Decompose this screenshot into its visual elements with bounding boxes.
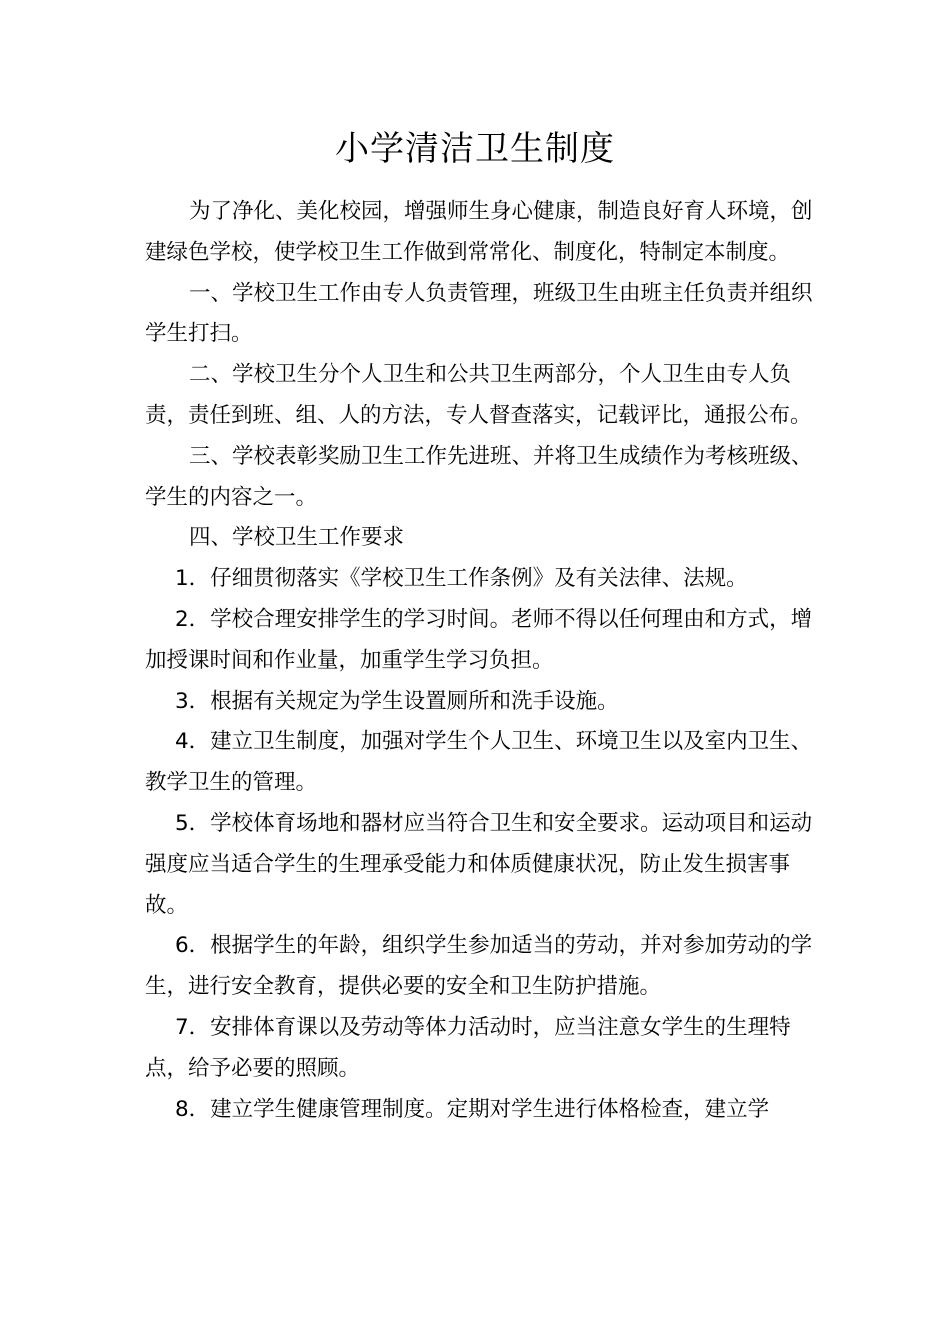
requirement-item-2: 2．学校合理安排学生的学习时间。老师不得以任何理由和方式，增加授课时间和作业量，加重学生学习负担。	[145, 606, 813, 673]
section-two-paragraph: 二、学校卫生分个人卫生和公共卫生两部分，个人卫生由专人负责，责任到班、组、人的方法，专人督查落实，记载评比，通报公布。	[145, 362, 812, 428]
intro-paragraph: 为了净化、美化校园，增强师生身心健康，制造良好育人环境，创建绿色学校，使学校卫生工作做到常常化、制度化，特制定本制度。	[145, 199, 813, 265]
requirement-item-3: 3．根据有关规定为学生设置厕所和洗手设施。	[175, 688, 619, 714]
requirement-item-6: 6．根据学生的年龄，组织学生参加适当的劳动，并对参加劳动的学生，进行安全教育，提供必要的安全和卫生防护措施。	[145, 933, 813, 1000]
requirement-item-4: 4．建立卫生制度，加强对学生个人卫生、环境卫生以及室内卫生、教学卫生的管理。	[145, 729, 813, 796]
requirement-item-7: 7．安排体育课以及劳动等体力活动时，应当注意女学生的生理特点，给予必要的照顾。	[145, 1014, 791, 1081]
section-one-paragraph: 一、学校卫生工作由专人负责管理，班级卫生由班主任负责并组织学生打扫。	[145, 280, 813, 347]
requirement-item-1: 1．仔细贯彻落实《学校卫生工作条例》及有关法律、法规。	[175, 566, 748, 592]
document-title: 小学清洁卫生制度	[335, 129, 615, 169]
requirement-item-8: 8．建立学生健康管理制度。定期对学生进行体格检查，建立学	[175, 1096, 770, 1122]
document-body	[145, 192, 825, 1130]
section-three-paragraph: 三、学校表彰奖励卫生工作先进班、并将卫生成绩作为考核班级、学生的内容之一。	[145, 443, 813, 510]
requirement-item-5: 5．学校体育场地和器材应当符合卫生和安全要求。运动项目和运动强度应当适合学生的生理承受能力和体质健康状况，防止发生损害事故。	[145, 810, 813, 918]
section-four-heading: 四、学校卫生工作要求	[189, 525, 405, 551]
